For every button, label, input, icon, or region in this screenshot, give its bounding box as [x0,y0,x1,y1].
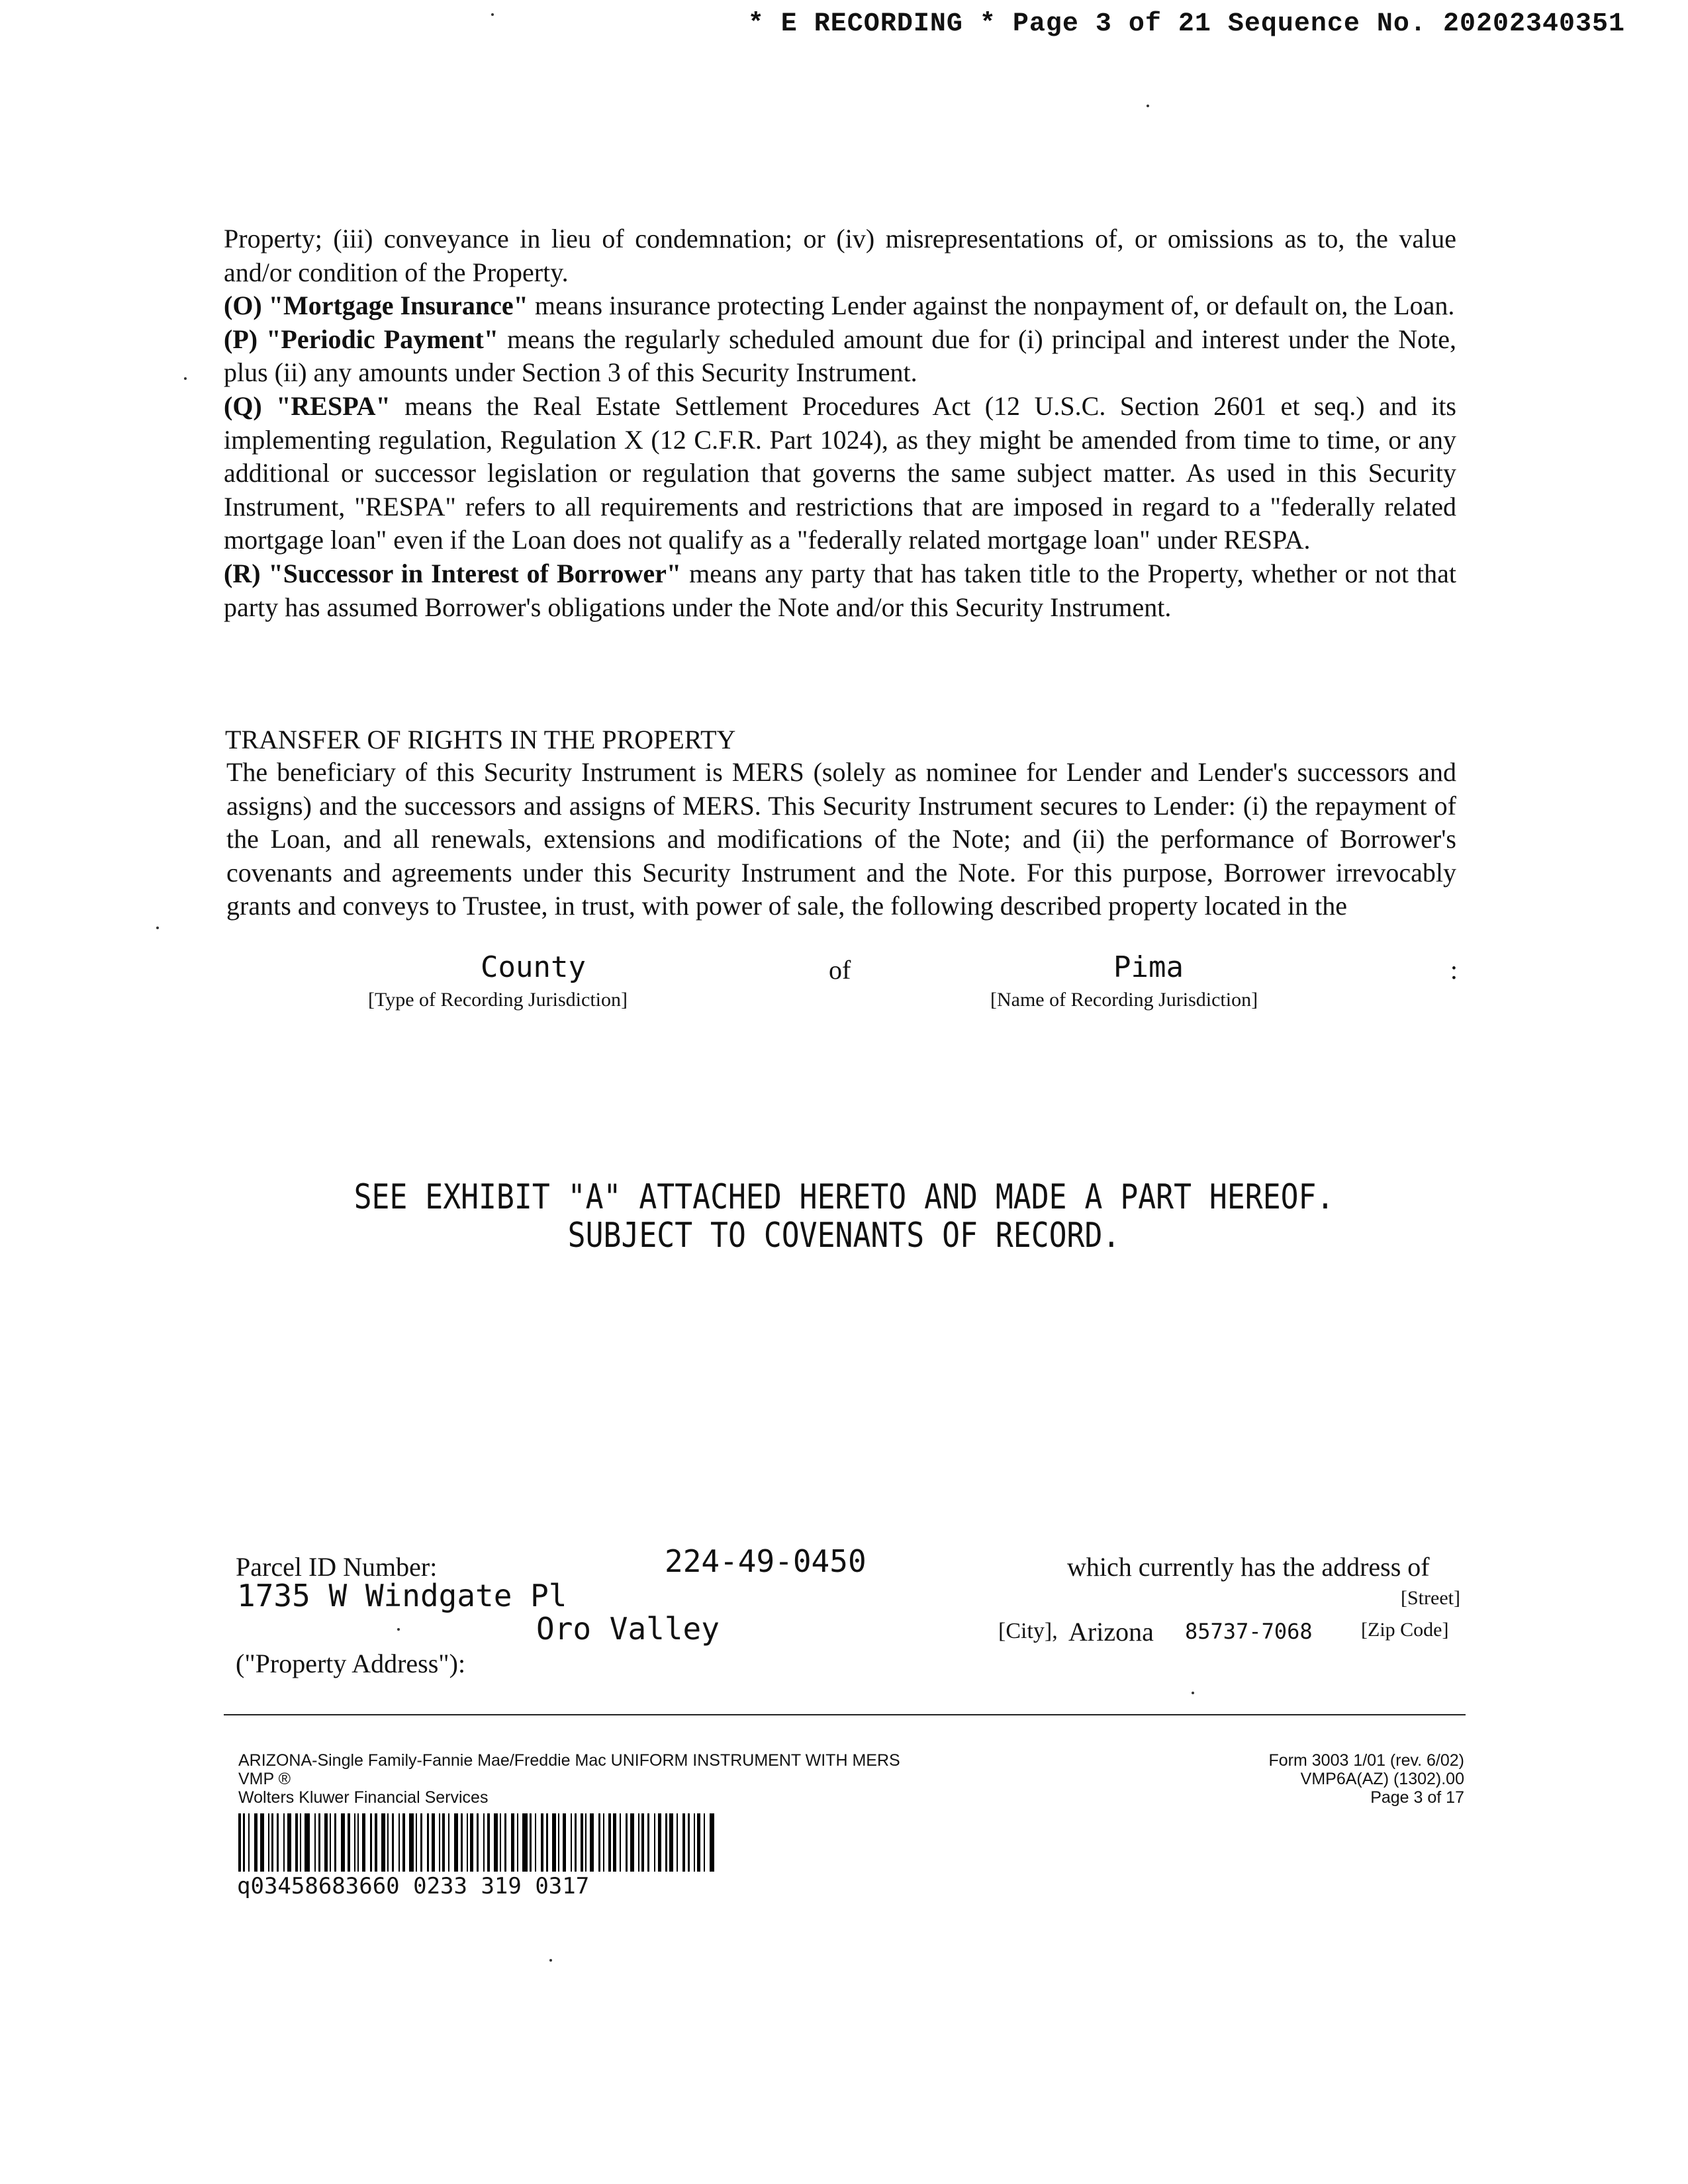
barcode-bar [467,1813,468,1872]
barcode-bar [620,1813,621,1872]
barcode-bar [647,1813,649,1872]
barcode-bar [238,1813,241,1872]
footer-vmp-code: VMP6A(AZ) (1302).00 [1300,1770,1464,1788]
footer-form-title: ARIZONA-Single Family-Fannie Mae/Freddie Mac UNIFORM INSTRUMENT WITH MERS [238,1751,900,1770]
barcode-bar [590,1813,594,1872]
property-address-label: ("Property Address"): [236,1649,466,1678]
barcode-bar [626,1813,628,1872]
barcode-bar [630,1813,634,1872]
barcode-bar [608,1813,611,1872]
barcode-bar [665,1813,667,1872]
barcode-bar [271,1813,273,1872]
barcode-bar [370,1813,372,1872]
barcode-bar [546,1813,548,1872]
barcode-bar [375,1813,377,1872]
scan-speck [1192,1692,1194,1694]
barcode-bar [420,1813,422,1872]
barcode-bar [409,1813,414,1872]
transfer-title: TRANSFER OF RIGHTS IN THE PROPERTY [225,725,736,754]
barcode-bar [314,1813,316,1872]
barcode-bar [571,1813,572,1872]
scan-speck [156,927,159,929]
barcode-bar [483,1813,485,1872]
barcode-bar [704,1813,705,1872]
zip-value: 85737-7068 [1185,1619,1313,1644]
exhibit-block [118,1178,1570,1255]
barcode-bar [494,1813,498,1872]
scan-speck [397,1628,400,1631]
barcode-bar [461,1813,463,1872]
definition-r-text: means any party that has taken title to the Property, whether or not that party has assumed Borrower's obligations under the Note and/or this Security Instrument. [224,558,1456,622]
barcode-bar [300,1813,301,1872]
barcode-bar [641,1813,644,1872]
definition-o [224,289,1456,323]
barcode-bar [487,1813,490,1872]
barcode-bar [348,1813,350,1872]
barcode-bar [603,1813,604,1872]
barcode-bar [381,1813,385,1872]
barcode-bar [697,1813,700,1872]
barcode-bar [354,1813,355,1872]
transfer-text: The beneficiary of this Security Instrument is MERS (solely as nominee for Lender and Lender's successors and assigns) and the successors and assigns of MERS. This Security Instrument secures to Lender: (i) the repayment of the Loan, and all renewals, extensions and modifications of the Note; and (ii) the performance of Borrower's covenants and agreements under this Security Instrument and the Note. For this purpose, Borrower irrevocably grants and conveys to Trustee, in trust, with power of sale, the following described property located in the [226,757,1456,921]
barcode-bar [694,1813,695,1872]
barcode-bar [277,1813,279,1872]
barcode-bar [558,1813,559,1872]
barcode-bar [530,1813,532,1872]
definition-r [224,557,1456,624]
footer-right [1268,1751,1464,1807]
jurisdiction-type: County [481,950,586,984]
address-intro-text: which currently has the address of [1067,1552,1430,1582]
barcode-bar [654,1813,655,1872]
definition-p-label: (P) "Periodic Payment" [224,324,499,354]
barcode-bar [677,1813,678,1872]
barcode-bar [575,1813,577,1872]
definition-q-text: means the Real Estate Settlement Procedures Act (12 U.S.C. Section 2601 et seq.) and its implementing regulation, Regulation X (12 C.F.R. Part 1024), as they might be amended from time to time, or any additional or successor legislation or regulation that governs the same subject matter. As used in this Security Instrument, "RESPA" refers to all requirements and restrictions that are imposed in regard to a "federally related mortgage loan" even if the Loan does not qualify as a "federally related mortgage loan" under RESPA. [224,390,1456,555]
barcode-bar [416,1813,417,1872]
footer-left [238,1751,900,1807]
barcode-bar [268,1813,269,1872]
barcode-bar [330,1813,331,1872]
definition-p-text: means the regularly scheduled amount due for (i) principal and interest under the Note, plus (ii) any amounts under Section 3 of this Security Instrument. [224,324,1456,388]
definition-q-label: (Q) "RESPA" [224,390,391,421]
barcode-bar [504,1813,506,1872]
barcode-bar [260,1813,264,1872]
barcode-bar [710,1813,714,1872]
barcode-bar [402,1813,405,1872]
jurisdiction-name-caption: [Name of Recording Jurisdiction] [990,989,1258,1011]
city-caption: [City], [998,1619,1058,1643]
barcode-bar [392,1813,394,1872]
barcode-bar [454,1813,458,1872]
barcode-bar [305,1813,310,1872]
barcode-bar [682,1813,685,1872]
definition-o-text: means insurance protecting Lender against the nonpayment of, or default on, the Loan. [528,291,1455,321]
street-address: 1735 W Windgate Pl [237,1578,567,1614]
barcode-bar [324,1813,328,1872]
definition-p [224,323,1456,390]
barcode-bar [427,1813,429,1872]
barcode-bar [477,1813,479,1872]
barcode-bar [470,1813,473,1872]
barcode-bar [669,1813,673,1872]
jurisdiction-name: Pima [1113,950,1184,984]
jurisdiction-row [226,950,1458,985]
barcode-bar [598,1813,600,1872]
definition-r-label: (R) "Successor in Interest of Borrower" [224,558,682,588]
barcode-bar [362,1813,365,1872]
scan-speck [1147,105,1149,107]
barcode-bar [688,1813,690,1872]
footer-publisher: Wolters Kluwer Financial Services [238,1788,489,1807]
barcode-bar [399,1813,400,1872]
footer-divider [224,1714,1466,1715]
zip-caption: [Zip Code] [1361,1619,1449,1641]
barcode-bar [287,1813,291,1872]
barcode-bar [439,1813,440,1872]
barcode-bar [638,1813,639,1872]
barcode-bar [357,1813,359,1872]
footer-form-number: Form 3003 1/01 (rev. 6/02) [1268,1751,1464,1770]
jurisdiction-type-caption: [Type of Recording Jurisdiction] [368,989,628,1011]
barcode-bar [334,1813,336,1872]
barcode-bar [517,1813,518,1872]
exhibit-line-2: SUBJECT TO COVENANTS OF RECORD. [567,1216,1121,1255]
footer-page-number: Page 3 of 17 [1370,1788,1464,1807]
scan-speck [184,377,187,380]
street-caption: [Street] [1401,1587,1460,1609]
scan-speck [549,1959,552,1962]
barcode-bar [295,1813,298,1872]
barcode-bar [442,1813,445,1872]
barcode-bar [500,1813,501,1872]
barcode-bar [522,1813,528,1872]
barcode-bar [248,1813,250,1872]
barcode-bar [243,1813,245,1872]
barcode-bar [563,1813,566,1872]
barcode-bar [585,1813,586,1872]
barcode-bar [387,1813,389,1872]
jurisdiction-colon: : [1450,955,1458,985]
barcode-bar [552,1813,556,1872]
barcode-bar [541,1813,543,1872]
barcode-bar [318,1813,320,1872]
barcode-bar [341,1813,345,1872]
parcel-id-number: 224-49-0450 [665,1543,867,1579]
footer-vmp: VMP ® [238,1770,291,1788]
barcode-bar [581,1813,583,1872]
barcode [238,1813,717,1872]
definition-q [224,390,1456,557]
jurisdiction-of: of [829,955,851,985]
barcode-bar [535,1813,536,1872]
barcode-bar [613,1813,616,1872]
parcel-id-label: Parcel ID Number: [236,1552,438,1582]
definition-o-label: (O) "Mortgage Insurance" [224,291,528,321]
city-value: Oro Valley [536,1611,720,1647]
definition-intro: Property; (iii) conveyance in lieu of condemnation; or (iv) misrepresentations of, or omissions as to, the value and/or condition of the Property. [224,224,1456,287]
barcode-bar [658,1813,661,1872]
barcode-number: q03458683660 0233 319 0317 [237,1873,590,1899]
barcode-bar [448,1813,449,1872]
barcode-bar [511,1813,514,1872]
barcode-bar [432,1813,435,1872]
scan-speck [491,13,494,16]
recording-header: * E RECORDING * Page 3 of 21 Sequence No. 20202340351 [747,9,1625,39]
barcode-bar [283,1813,285,1872]
definitions-section [224,222,1456,624]
barcode-bar [254,1813,258,1872]
exhibit-line-1: SEE EXHIBIT "A" ATTACHED HERETO AND MADE A PART HEREOF. [353,1177,1335,1217]
state-value: Arizona [1068,1617,1154,1647]
